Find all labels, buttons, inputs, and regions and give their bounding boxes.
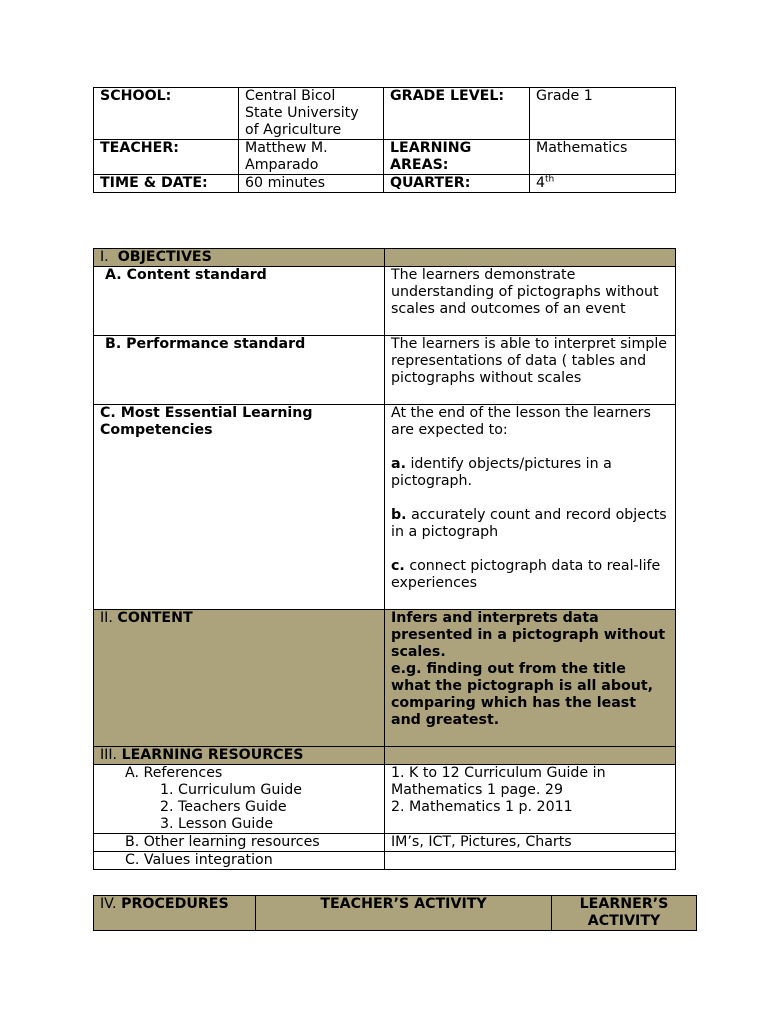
objectives-num: I. — [100, 249, 109, 265]
melc-item-letter: b. — [391, 507, 407, 523]
content-line: Infers and interprets data presented in a pictograph without scales. — [391, 610, 666, 660]
melc-item — [391, 507, 669, 541]
lesson-info-table — [93, 87, 676, 193]
references-label: A. References — [125, 765, 223, 781]
performance-standard-label: B. Performance standard — [94, 336, 385, 405]
resources-num: III. — [100, 747, 118, 763]
learning-areas-label-line: LEARNING — [390, 140, 472, 156]
school-label: SCHOOL: — [94, 88, 239, 140]
melc-item-text: connect pictograph data to real-life experiences — [391, 558, 661, 591]
resources-header-empty — [385, 747, 676, 765]
reference-item: 2. Teachers Guide — [160, 799, 287, 815]
melc-label: C. Most Essential Learning Competencies — [94, 405, 385, 610]
teacher-line: Matthew M. — [245, 140, 328, 156]
quarter-suffix: th — [545, 174, 555, 185]
learner-activity-header: LEARNER’S ACTIVITY — [552, 896, 697, 931]
school-value — [239, 88, 384, 140]
melc-item-text: identify objects/pictures in a pictograph. — [391, 456, 612, 489]
objectives-header-empty — [385, 249, 676, 267]
school-line: State University — [245, 105, 359, 121]
teacher-label: TEACHER: — [94, 140, 239, 175]
procedures-title: PROCEDURES — [121, 896, 229, 912]
content-line: e.g. finding out from the title what the pictograph is all about, comparing which has the least and greatest. — [391, 661, 654, 728]
teacher-activity-header: TEACHER’S ACTIVITY — [256, 896, 552, 931]
objectives-heading — [94, 249, 385, 267]
school-line: of Agriculture — [245, 122, 342, 138]
content-standard-text: The learners demonstrate understanding of pictographs without scales and outcomes of an event — [385, 267, 676, 336]
objectives-title: OBJECTIVES — [117, 249, 212, 265]
melc-item-letter: c. — [391, 558, 405, 574]
melc-item-letter: a. — [391, 456, 406, 472]
learning-areas-value: Mathematics — [530, 140, 676, 175]
content-row — [94, 610, 676, 747]
learning-areas-label-line: AREAS: — [390, 157, 449, 173]
resources-title: LEARNING RESOURCES — [121, 747, 304, 763]
learning-areas-label — [384, 140, 530, 175]
content-text — [385, 610, 676, 747]
content-title: CONTENT — [117, 610, 193, 626]
quarter-label: QUARTER: — [384, 175, 530, 193]
lesson-plan-table — [93, 248, 676, 870]
melc-item-text: accurately count and record objects in a pictograph — [391, 507, 667, 540]
time-date-value: 60 minutes — [239, 175, 384, 193]
resources-heading — [94, 747, 385, 765]
procedures-header-row — [94, 896, 697, 931]
references-value — [385, 765, 676, 834]
teacher-line: Amparado — [245, 157, 319, 173]
quarter-value — [530, 175, 676, 193]
melc-item — [391, 456, 669, 490]
procedures-heading — [94, 896, 256, 931]
content-heading — [94, 610, 385, 747]
reference-item: 3. Lesson Guide — [160, 816, 274, 832]
resources-header-row — [94, 747, 676, 765]
performance-standard-text: The learners is able to interpret simple representations of data ( tables and pictographs without scales — [385, 336, 676, 405]
procedures-num: IV. — [100, 896, 117, 912]
content-num: II. — [100, 610, 113, 626]
other-resources-label: B. Other learning resources — [94, 834, 385, 852]
values-integration-value — [385, 852, 676, 870]
time-date-label: TIME & DATE: — [94, 175, 239, 193]
references-value-line: 1. K to 12 Curriculum Guide in Mathematics 1 page. 29 — [391, 765, 606, 798]
grade-level-value: Grade 1 — [530, 88, 676, 140]
reference-item: 1. Curriculum Guide — [160, 782, 303, 798]
melc-item — [391, 558, 669, 592]
references-value-line: 2. Mathematics 1 p. 2011 — [391, 799, 573, 815]
quarter-number: 4 — [536, 175, 546, 191]
values-integration-label: C. Values integration — [94, 852, 385, 870]
school-line: Central Bicol — [245, 88, 336, 104]
objectives-header-row — [94, 249, 676, 267]
procedures-table — [93, 895, 697, 931]
teacher-value — [239, 140, 384, 175]
other-resources-value: IM’s, ICT, Pictures, Charts — [385, 834, 676, 852]
grade-level-label: GRADE LEVEL: — [384, 88, 530, 140]
references-cell — [94, 765, 385, 834]
content-standard-label: A. Content standard — [94, 267, 385, 336]
melc-text — [385, 405, 676, 610]
melc-intro: At the end of the lesson the learners are expected to: — [391, 405, 651, 438]
